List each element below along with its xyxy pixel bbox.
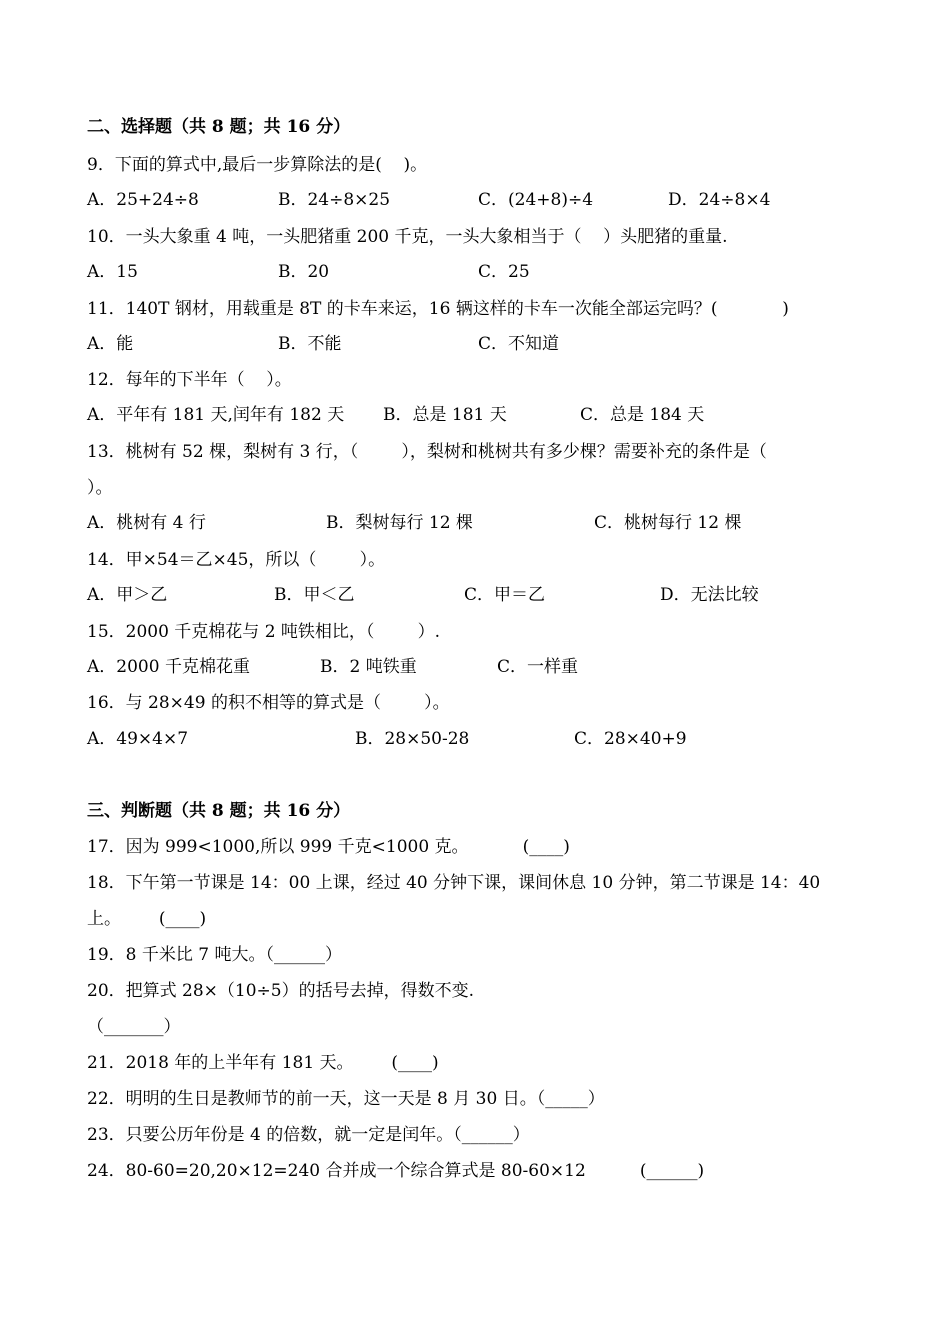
question-13: 13．桃树有 52 棵，梨树有 3 行，（ ），梨树和桃树共有多少棵？需要补充的条件是（ [87,442,767,462]
option-12c: C．总是 184 天 [580,405,705,425]
option-13c: C．桃树每行 12 棵 [594,513,742,533]
judge-item-20: 20．把算式 28×（10÷5）的括号去掉，得数不变. [87,981,475,1001]
option-12a: A．平年有 181 天,闰年有 182 天 [87,405,345,425]
option-13a: A．桃树有 4 行 [87,513,206,533]
option-9b: B．24÷8×25 [278,190,391,210]
option-11c: C．不知道 [478,334,560,354]
option-10a: A．15 [87,262,138,282]
judge-item-21: 21．2018 年的上半年有 181 天。 (____) [87,1053,439,1073]
question-9: 9．下面的算式中,最后一步算除法的是( )。 [87,155,428,175]
option-15c: C．一样重 [497,657,579,677]
question-12: 12．每年的下半年（ ）。 [87,370,292,390]
option-11b: B．不能 [278,334,342,354]
option-14d: D．无法比较 [660,585,759,605]
question-16: 16．与 28×49 的积不相等的算式是（ ）。 [87,693,450,713]
question-11: 11．140T 钢材，用载重是 8T 的卡车来运，16 辆这样的卡车一次能全部运完吗？( ) [87,299,789,319]
judge-item-22: 22．明明的生日是教师节的前一天，这一天是 8 月 30 日。（_____） [87,1089,605,1109]
option-9a: A．25+24÷8 [87,190,199,210]
option-9d: D．24÷8×4 [668,190,771,210]
option-11a: A．能 [87,334,134,354]
option-12b: B．总是 181 天 [383,405,507,425]
option-16a: A．49×4×7 [87,729,189,749]
option-14b: B．甲＜乙 [274,585,355,605]
question-14: 14．甲×54＝乙×45，所以（ ）。 [87,550,386,570]
option-10b: B．20 [278,262,330,282]
question-10: 10．一头大象重 4 吨，一头肥猪重 200 千克，一头大象相当于（ ）头肥猪的重量. [87,227,728,247]
judge-item-19: 19．8 千米比 7 吨大。（______） [87,945,342,965]
judge-item-23: 23．只要公历年份是 4 的倍数，就一定是闰年。（______） [87,1125,530,1145]
section-heading-judge: 三、判断题（共 8 题；共 16 分） [87,801,351,821]
section-heading-choice: 二、选择题（共 8 题；共 16 分） [87,117,351,137]
option-13b: B．梨树每行 12 棵 [326,513,473,533]
option-9c: C．(24+8)÷4 [478,190,594,210]
option-14c: C．甲＝乙 [464,585,546,605]
option-15b: B．2 吨铁重 [320,657,417,677]
judge-item-18-continuation: 上。 (____) [87,909,207,929]
question-13-continuation: ）。 [87,478,113,498]
option-16b: B．28×50-28 [355,729,470,749]
option-16c: C．28×40+9 [574,729,687,749]
judge-item-24: 24．80-60=20,20×12=240 合并成一个综合算式是 80-60×12 (______) [87,1161,705,1181]
question-15: 15．2000 千克棉花与 2 吨铁相比，（ ）. [87,622,441,642]
option-10c: C．25 [478,262,530,282]
judge-item-18: 18．下午第一节课是 14：00 上课，经过 40 分钟下课，课间休息 10 分钟，第二节课是 14：40 [87,873,821,893]
judge-item-17: 17．因为 999<1000,所以 999 千克<1000 克。 (____) [87,837,570,857]
option-15a: A．2000 千克棉花重 [87,657,250,677]
option-14a: A．甲＞乙 [87,585,168,605]
judge-item-20-answer: （_______） [87,1017,181,1037]
